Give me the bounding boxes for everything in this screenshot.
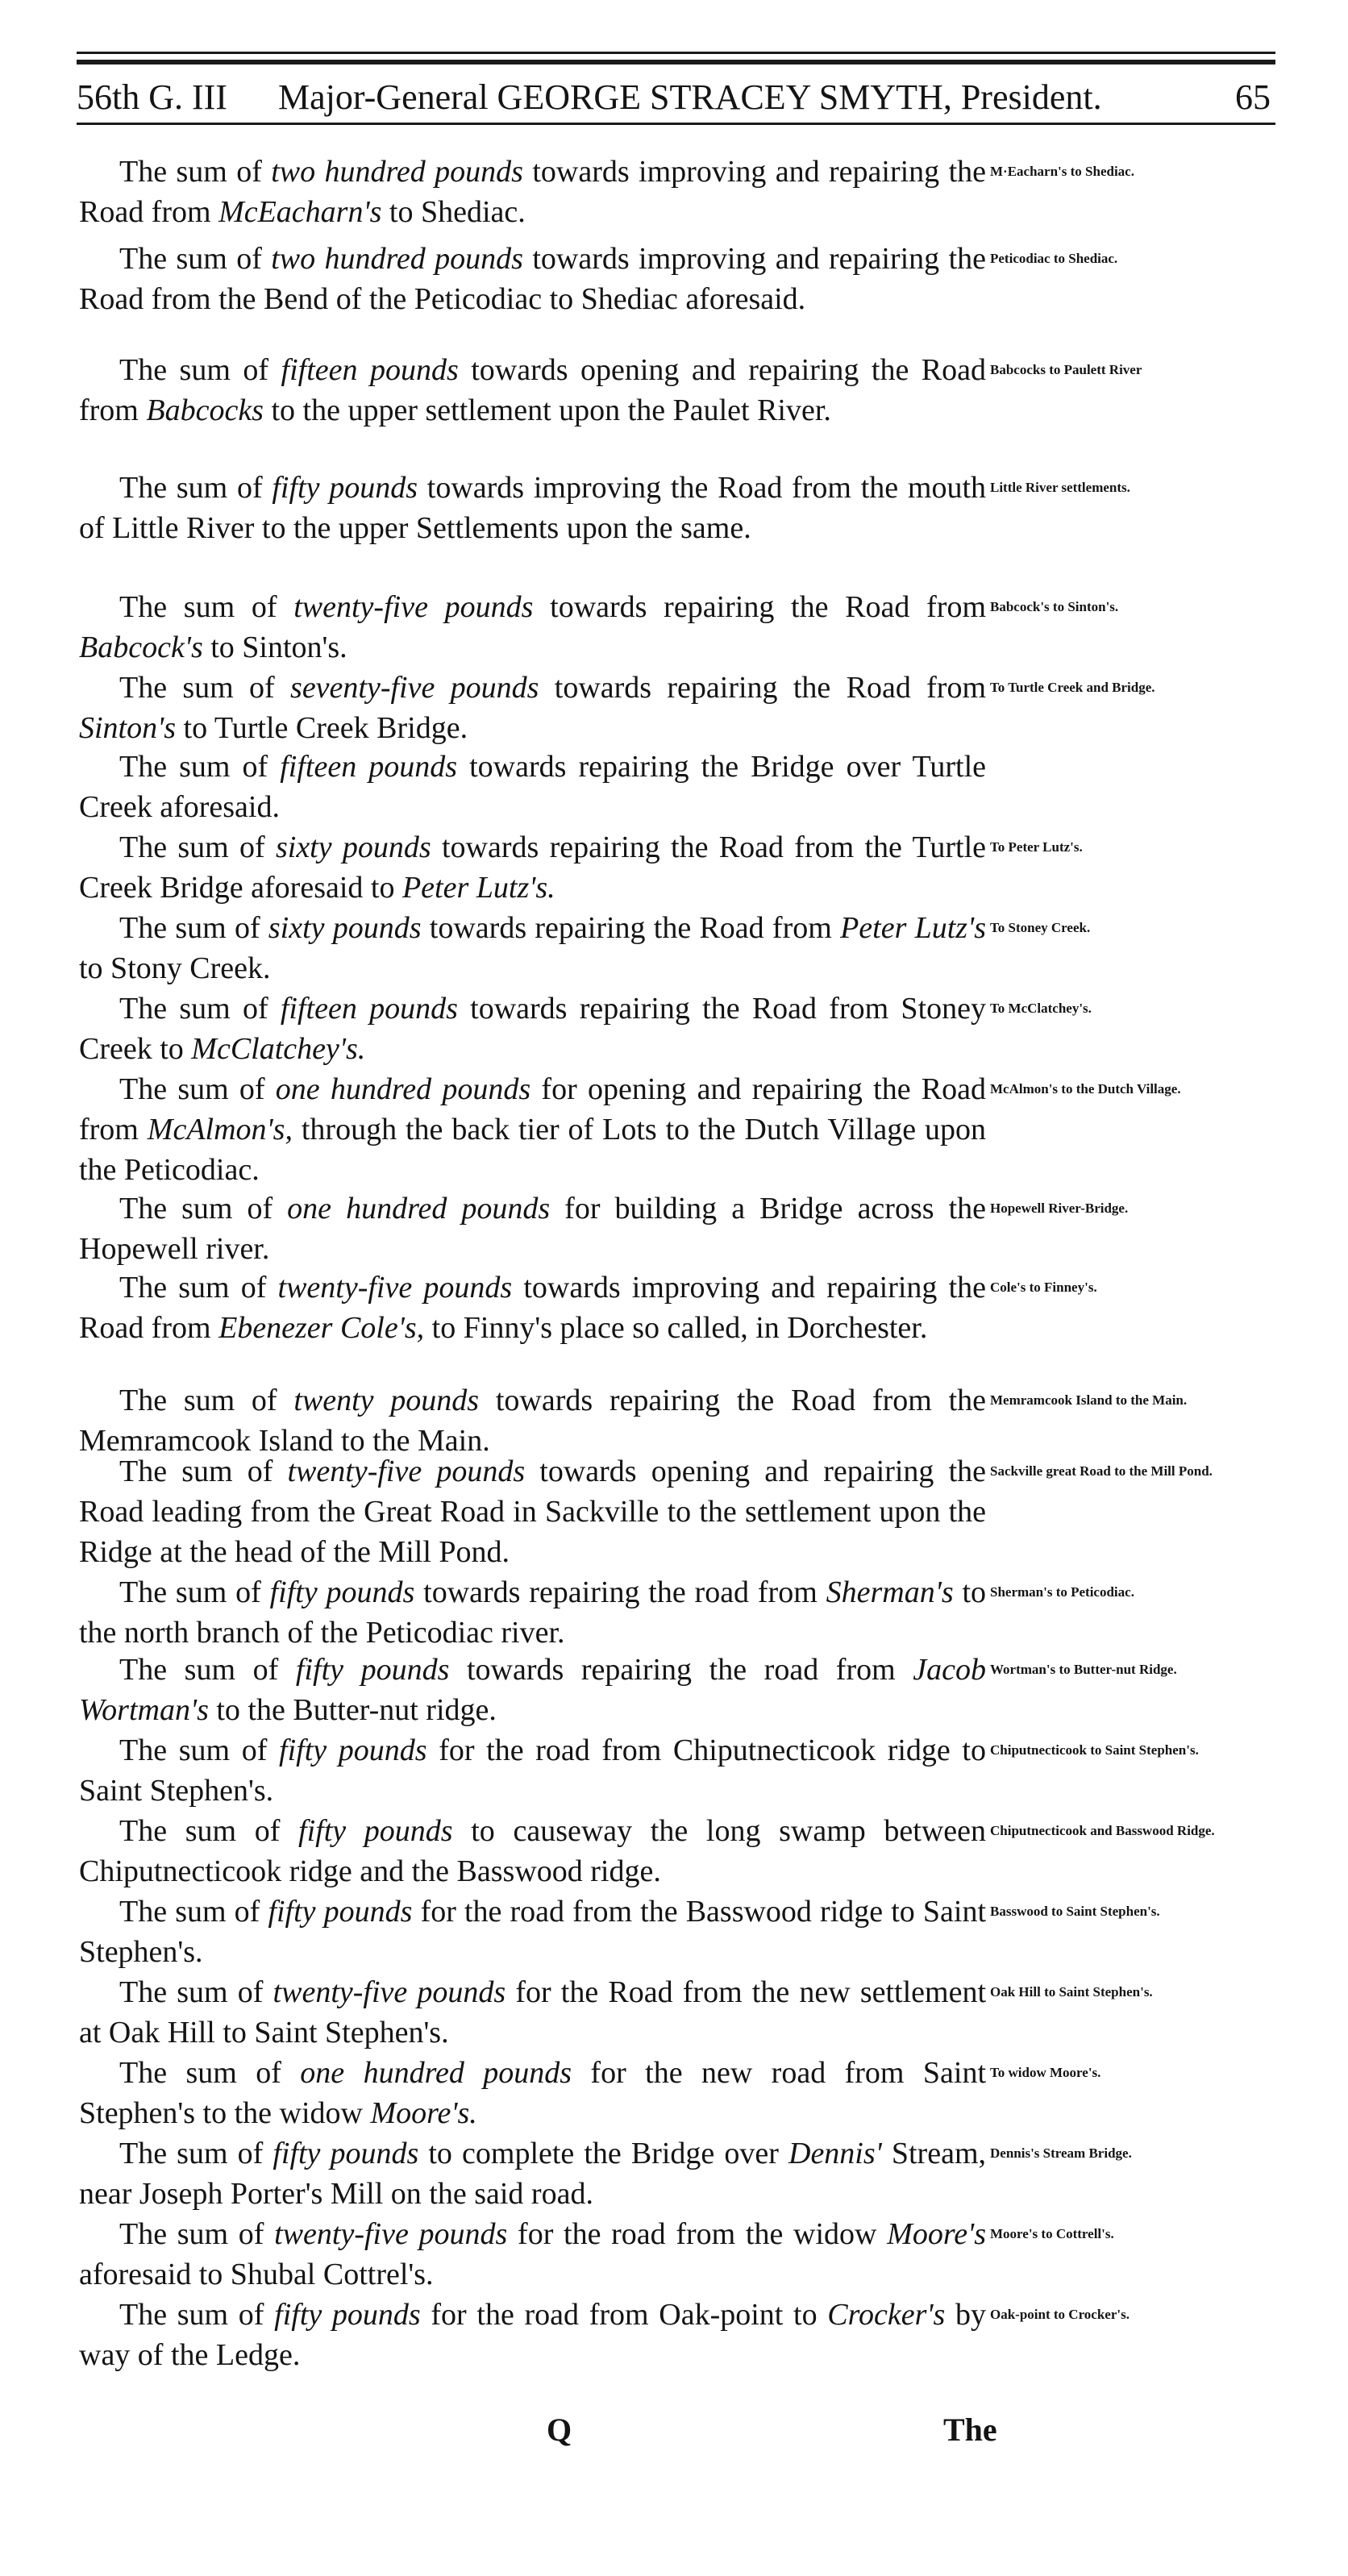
catchword: The (943, 2412, 997, 2448)
entry-text (79, 2214, 986, 2295)
entry-place-name: McClatchey's. (191, 1032, 366, 1066)
entry-place-name: Sinton's (79, 711, 177, 745)
entry-text (79, 1380, 986, 1461)
entry-body: for the new road from Saint Stephen's to the widow (79, 2056, 986, 2130)
marginal-note: Babcock's to Sinton's. (990, 599, 1119, 614)
entry-place-name: Jacob Wortman's (79, 1653, 987, 1727)
marginal-note: Hopewell River-Bridge. (990, 1201, 1129, 1216)
entry-amount: fifty pounds (295, 1653, 450, 1687)
entry-tail: to Sinton's. (202, 630, 347, 664)
entry-body: to causeway the long swamp between Chiputnecticook ridge and the Basswood ridge. (79, 1814, 986, 1888)
entry-text (79, 668, 986, 748)
entry-body: for the road from Chiputnecticook ridge to Saint Stephen's. (79, 1733, 986, 1808)
marginal-note: Sackville great Road to the Mill Pond. (990, 1463, 1213, 1479)
entry-lead: The sum of (119, 353, 281, 387)
entry-lead: The sum of (119, 2137, 273, 2170)
entry-amount: twenty-five pounds (274, 2217, 508, 2251)
entry-body: towards repairing the Road from the Memramcook Island to the Main. (79, 1384, 987, 1458)
entry-lead: The sum of (119, 1454, 288, 1488)
entry-lead: The sum of (119, 830, 276, 864)
entry-amount: fifty pounds (269, 1575, 415, 1609)
entry-body: towards improving and repairing the Road from (79, 1271, 987, 1345)
entry-place-name: McAlmon's, (147, 1113, 293, 1147)
header-rule-thin (77, 52, 1275, 54)
marginal-note: Oak Hill to Saint Stephen's. (990, 1984, 1153, 2000)
entry-lead: The sum of (119, 2056, 301, 2090)
entry-amount: twenty-five pounds (287, 1454, 526, 1488)
marginal-note: Peticodiac to Shediac. (990, 251, 1118, 266)
signature-mark: Q (547, 2412, 572, 2448)
entry-body: towards improving and repairing the Road from (79, 155, 986, 229)
entry-body: towards opening and repairing the Road from (79, 353, 986, 427)
entry-place-name: Ebenezer Cole's, (218, 1311, 425, 1345)
marginal-note: To McClatchey's. (990, 1001, 1092, 1016)
entry-amount: twenty-five pounds (293, 590, 534, 624)
entry-tail: to Shediac. (381, 195, 526, 229)
entry-body: for the Road from the new settlement at Oak Hill to Saint Stephen's. (79, 1975, 986, 2050)
entry-body: for building a Bridge across the Hopewell river. (79, 1192, 986, 1266)
entry-text (79, 1811, 986, 1891)
entry-lead: The sum of (119, 1653, 296, 1687)
entry-amount: one hundred pounds (300, 2056, 572, 2090)
entry-tail: aforesaid to Shubal Cottrel's. (79, 2258, 434, 2291)
entry-amount: twenty-five pounds (273, 1975, 506, 2009)
marginal-note: Babcocks to Paulett River (990, 362, 1142, 377)
entry-tail: by way of the Ledge. (79, 2298, 986, 2372)
entry-amount: fifteen pounds (281, 353, 459, 387)
header-underline (77, 123, 1275, 125)
entry-text (79, 1069, 986, 1190)
entry-body: towards repairing the Road from the Turtle Creek Bridge aforesaid to (79, 830, 986, 905)
entry-lead: The sum of (119, 1271, 278, 1305)
entry-amount: fifty pounds (273, 2137, 419, 2170)
entry-amount: fifty pounds (274, 2298, 421, 2332)
entry-tail: to the Butter-nut ridge. (208, 1693, 497, 1727)
entry-lead: The sum of (119, 242, 272, 276)
entry-text (79, 1267, 986, 1348)
marginal-note: Sherman's to Peticodiac. (990, 1584, 1134, 1600)
entry-body: for the road from the widow (507, 2217, 888, 2251)
entry-text (79, 1572, 986, 1653)
entry-text (79, 587, 986, 668)
entry-place-name: Crocker's (827, 2298, 946, 2332)
entry-body: to complete the Bridge over (418, 2137, 788, 2170)
marginal-note: Cole's to Finney's. (990, 1280, 1097, 1295)
entry-tail: Stream, near Joseph Porter's Mill on the said road. (79, 2137, 986, 2211)
entry-body: for the road from Oak-point to (420, 2298, 828, 2332)
marginal-note: To widow Moore's. (990, 2065, 1101, 2080)
marginal-note: Chiputnecticook to Saint Stephen's. (990, 1742, 1199, 1758)
entry-amount: one hundred pounds (275, 1072, 531, 1106)
entry-tail: through the back tier of Lots to the Dutch Village upon the Peticodiac. (79, 1113, 986, 1187)
entry-place-name: Dennis' (788, 2137, 882, 2170)
entry-lead: The sum of (119, 992, 281, 1026)
entry-place-name: McEacharn's (218, 195, 382, 229)
entry-place-name: Sherman's (826, 1575, 954, 1609)
marginal-note: To Turtle Creek and Bridge. (990, 680, 1155, 695)
entry-lead: The sum of (119, 1895, 268, 1929)
entry-body: towards improving and repairing the Road from the Bend of the Peticodiac to Shediac aforesaid. (79, 242, 986, 316)
entry-text (79, 988, 986, 1069)
header-rule-thick (77, 60, 1275, 65)
entry-body: towards repairing the road from (414, 1575, 826, 1609)
entry-text (79, 1650, 986, 1730)
entry-place-name: Moore's. (370, 2096, 477, 2130)
entry-amount: fifty pounds (272, 471, 418, 505)
marginal-note: M·Eacharn's to Shediac. (990, 164, 1134, 179)
entry-tail: to the upper settlement upon the Paulet River. (263, 393, 831, 427)
entry-amount: fifty pounds (268, 1895, 413, 1929)
entry-place-name: Peter Lutz's. (401, 871, 555, 905)
marginal-note: Oak-point to Crocker's. (990, 2307, 1130, 2322)
entry-lead: The sum of (119, 671, 291, 705)
entry-text (79, 468, 986, 548)
entry-body: towards improving the Road from the mouth of Little River to the upper Settlements upon the same. (79, 471, 987, 545)
entry-lead: The sum of (119, 1072, 276, 1106)
entry-text (79, 747, 986, 827)
entry-text (79, 2053, 986, 2133)
header-reign: 56th G. III (77, 77, 227, 117)
entry-lead: The sum of (119, 2217, 275, 2251)
entry-text (79, 827, 986, 908)
entry-lead: The sum of (119, 590, 294, 624)
entry-text (79, 152, 986, 232)
entry-text (79, 2133, 986, 2214)
entry-text (79, 1188, 986, 1269)
entry-text (79, 1972, 986, 2053)
page-number: 65 (1235, 77, 1271, 117)
entry-place-name: Moore's (887, 2217, 986, 2251)
entry-lead: The sum of (119, 750, 281, 784)
entry-amount: sixty pounds (275, 830, 431, 864)
entry-lead: The sum of (119, 911, 268, 945)
entry-lead: The sum of (119, 1814, 299, 1848)
entry-place-name: Peter Lutz's (840, 911, 987, 945)
entry-text (79, 2295, 986, 2375)
entry-amount: two hundred pounds (271, 242, 523, 276)
marginal-note: Memramcook Island to the Main. (990, 1392, 1188, 1408)
entry-amount: two hundred pounds (271, 155, 523, 189)
entry-body: towards repairing the Road from (539, 671, 986, 705)
entry-body: for the road from the Basswood ridge to Saint Stephen's. (79, 1895, 987, 1969)
entry-amount: seventy-five pounds (290, 671, 539, 705)
marginal-note: Dennis's Stream Bridge. (990, 2145, 1132, 2161)
marginal-note: Moore's to Cottrell's. (990, 2226, 1114, 2241)
entry-amount: fifteen pounds (280, 750, 458, 784)
entry-tail: to Turtle Creek Bridge. (176, 711, 468, 745)
entry-lead: The sum of (119, 1975, 273, 2009)
marginal-note: Basswood to Saint Stephen's. (990, 1904, 1160, 1919)
marginal-note: Little River settlements. (990, 480, 1130, 495)
entry-body: towards repairing the Bridge over Turtle Creek aforesaid. (79, 750, 986, 824)
entry-tail: to the north branch of the Peticodiac river. (79, 1575, 987, 1650)
entry-amount: fifty pounds (298, 1814, 453, 1848)
entry-amount: fifteen pounds (280, 992, 458, 1026)
header-title: Major-General GEORGE STRACEY SMYTH, President. (278, 77, 1102, 117)
entry-place-name: Babcock's (79, 630, 203, 664)
entry-text (79, 1730, 986, 1811)
marginal-note: To Stoney Creek. (990, 920, 1091, 935)
entry-body: towards opening and repairing the Road leading from the Great Road in Sackville to the settlement upon the Ridge at the head of the Mill Pond. (79, 1454, 986, 1569)
entry-lead: The sum of (119, 1575, 270, 1609)
entry-amount: twenty pounds (293, 1384, 480, 1417)
marginal-note: To Peter Lutz's. (990, 839, 1083, 855)
marginal-note: Chiputnecticook and Basswood Ridge. (990, 1823, 1215, 1838)
entry-lead: The sum of (119, 2298, 275, 2332)
entry-body: towards repairing the Road from (421, 911, 841, 945)
entry-body: towards repairing the Road from Stoney Creek to (79, 992, 986, 1066)
entry-text (79, 1891, 986, 1972)
entry-amount: fifty pounds (279, 1733, 427, 1767)
marginal-note: Wortman's to Butter-nut Ridge. (990, 1662, 1177, 1677)
entry-body: towards repairing the Road from (533, 590, 986, 624)
running-header (77, 74, 1275, 121)
entry-lead: The sum of (119, 471, 273, 505)
entry-text (79, 908, 986, 988)
entry-text (79, 350, 986, 431)
entry-body: towards repairing the road from (449, 1653, 913, 1687)
entry-amount: sixty pounds (268, 911, 422, 945)
entry-amount: one hundred pounds (287, 1192, 551, 1226)
entry-text (79, 239, 986, 319)
entry-text (79, 1451, 986, 1572)
entry-place-name: Babcocks (146, 393, 264, 427)
entry-body: for opening and repairing the Road from (79, 1072, 987, 1147)
entry-lead: The sum of (119, 1733, 280, 1767)
entry-lead: The sum of (119, 1384, 294, 1417)
entry-lead: The sum of (119, 1192, 288, 1226)
entry-amount: twenty-five pounds (277, 1271, 513, 1305)
entry-tail: to Finny's place so called, in Dorchester. (424, 1311, 928, 1345)
entry-lead: The sum of (119, 155, 272, 189)
entry-tail: to Stony Creek. (79, 951, 271, 985)
marginal-note: McAlmon's to the Dutch Village. (990, 1081, 1181, 1097)
